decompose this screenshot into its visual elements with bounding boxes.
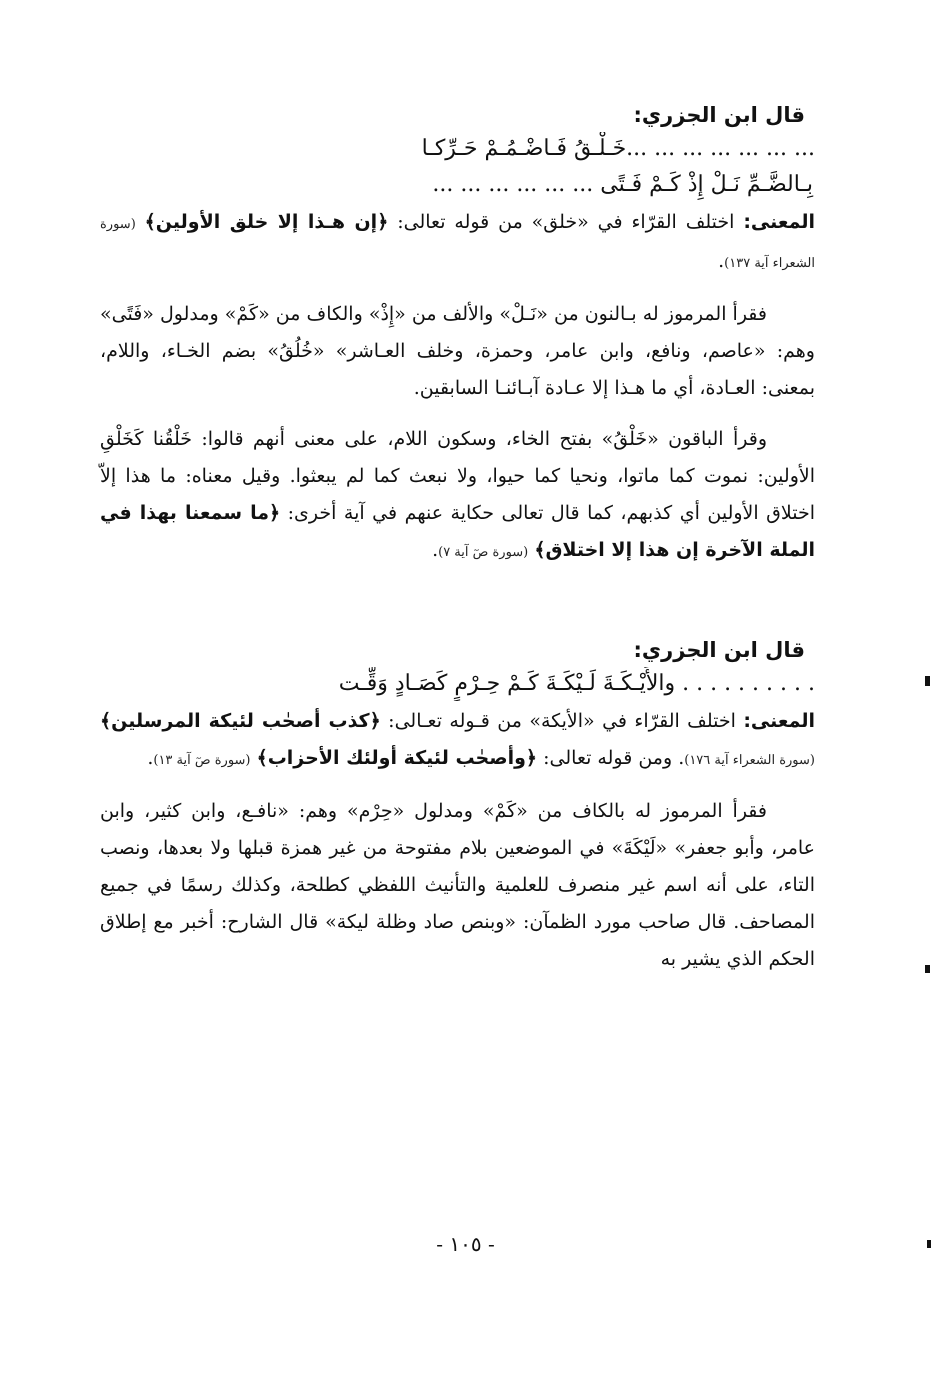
meaning-label: المعنى: bbox=[743, 710, 816, 732]
scan-mark bbox=[925, 965, 930, 973]
section-1 bbox=[100, 100, 815, 571]
quran-quote: ﴿ما سمعنا بهذا في الملة الآخرة إن هذا إلا اختلاق﴾ bbox=[100, 502, 815, 561]
section-heading: قال ابن الجزري: bbox=[633, 103, 805, 127]
page-number: - ١٠٥ - bbox=[436, 1232, 495, 1256]
paragraph-text: اختلف القرّاء في «خلق» من قوله تعالى: bbox=[397, 211, 735, 233]
surah-reference: (سورة الشعراء آية ١٣٧) bbox=[100, 217, 815, 271]
section-2 bbox=[100, 635, 815, 978]
page-body bbox=[100, 100, 815, 992]
surah-reference: (سورة صٓ آية ١٣) bbox=[153, 753, 251, 768]
section-heading: قال ابن الجزري: bbox=[633, 638, 805, 662]
meaning-paragraph bbox=[100, 703, 815, 779]
verse-line: بِـالضَّـمِّ نَـلْ إِذْ كَـمْ فَـتًى ... ... ... ... ... ... bbox=[432, 172, 813, 197]
section-gap bbox=[100, 585, 815, 635]
paragraph-text: وقرأ الباقون «خَلْقُ» بفتح الخاء، وسكون اللام، على معنى أنهم قالوا: خَلْقُنا كَخَلْقِ الأولين: نموت كما ماتوا، ونحيا كما حيوا، ولا نبعث كما لم يبعثوا. وقيل معناه: ما هذا إلاّ اختلاق الأولين أي كذبهم، كما قال تعالى حكاية عنهم في آية أخرى: bbox=[100, 428, 815, 524]
meaning-label: المعنى: bbox=[743, 211, 816, 233]
paragraph-text: اختلف القرّاء في «الأيكة» من قـوله تعـالى: bbox=[388, 710, 736, 732]
quran-quote: ﴿إن هـذا إلا خلق الأولين﴾ bbox=[144, 211, 389, 233]
scan-mark bbox=[925, 676, 930, 686]
verse-line: ... ... ... ... ... ... ...خَـلْـقُ فَـاضْـمُـمْ حَـرِّكـا bbox=[421, 136, 815, 161]
reading-paragraph bbox=[100, 421, 815, 571]
quran-quote: ﴿كذب أصحٰب لئيكة المرسلين﴾ bbox=[100, 710, 381, 732]
paragraph-text: . ومن قوله تعالى: bbox=[543, 747, 685, 769]
paragraph-end: . bbox=[147, 747, 154, 769]
surah-reference: (سورة الشعراء آية ١٧٦) bbox=[684, 753, 815, 768]
surah-reference: (سورة صٓ آية ٧) bbox=[438, 545, 529, 560]
verse-line: . . . . . . . . . . والأَيْـكَـةَ لَـيْكَـةَ كَـمْ حِـرْمٍ كَصَـادٍ وَقِّـت bbox=[338, 671, 815, 696]
paragraph-end: . bbox=[432, 539, 439, 561]
reading-paragraph: فقرأ المرموز له بالكاف من «كَمْ» ومدلول «حِرْم» وهم: «نافـع، وابن كثير، وابن عامر، وأبو جعفر» «لَيْكَةَ» في الموضعين بلام مفتوحة من غير همزة قبلها ولا بعدها، ونصب التاء، على أنه اسم غير منصرف للعلمية والتأنيث اللفظي كطلحة، وكذلك رسمًا في جميع المصاحف. قال صاحب مورد الظمآن: «وبنص صاد وظلة ليكة» قال الشارح: أخبر مع إطلاق الحكم الذي يشير به bbox=[100, 800, 815, 970]
meaning-paragraph bbox=[100, 204, 815, 282]
quran-quote: ﴿وأصحٰب لئيكة أولئك الأحزاب﴾ bbox=[256, 747, 538, 769]
reading-paragraph: فقرأ المرموز له بـالنون من «نَـلْ» والألف من «إِذْ» والكاف من «كَمْ» ومدلول «فَتًى» وهم: «عاصم، ونافع، وابن عامر، وحمزة، وخلف العـاشر» «خُلُقُ» بضم الخـاء، واللام، بمعنى: العـادة، أي ما هـذا إلا عـادة آبـائنـا السابقين. bbox=[100, 303, 815, 399]
paragraph-end: . bbox=[718, 250, 725, 272]
scan-mark bbox=[927, 1240, 931, 1248]
